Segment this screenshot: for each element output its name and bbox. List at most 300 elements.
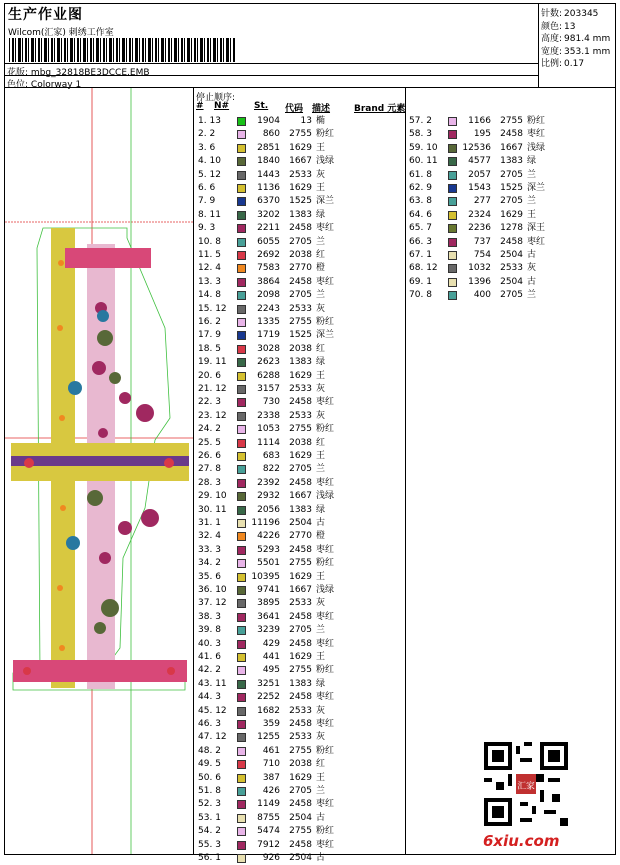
color-description: 粉红 [316,424,335,435]
color-description: 绿 [316,504,326,515]
color-swatch [237,573,246,582]
stop-index: 3. 6 [198,142,216,153]
color-description: 古 [316,853,326,863]
color-description: 粉红 [316,129,335,140]
color-swatch [237,385,246,394]
colorway-name: Colorway 1 [30,80,82,90]
stat-item [541,19,578,32]
stop-index: 44. 3 [198,692,221,703]
stitch-count: 10395 [251,571,280,582]
stop-sequence-table [194,88,615,863]
thread-code: 2458 [289,276,312,287]
color-swatch [237,452,246,461]
stop-index: 57. 2 [409,116,432,126]
color-swatch [448,197,457,206]
stitch-count: 1904 [257,116,280,126]
stitch-count: 461 [262,745,280,756]
color-description: 粉红 [316,558,335,569]
stitch-count: 1396 [468,276,491,287]
thread-code: 2533 [289,598,312,609]
stop-index: 39. 8 [198,625,221,636]
stop-index: 32. 4 [198,531,221,542]
thread-code: 1383 [500,156,523,167]
stitch-count: 3864 [257,276,280,287]
color-description: 古 [316,518,326,528]
column-divider [405,88,406,854]
color-swatch [237,358,246,367]
thread-code: 1629 [289,772,312,783]
stitch-count: 7912 [257,839,280,850]
color-description: 粉红 [316,745,335,756]
stat-item [541,6,600,19]
stop-index: 56. 1 [198,853,221,863]
stitch-count: 4577 [468,156,491,167]
col-number: N# [214,101,230,111]
color-swatch [237,211,246,220]
stitch-count: 2623 [257,357,280,368]
color-description: 王 [316,142,326,153]
color-swatch [237,827,246,836]
color-swatch [237,318,246,327]
stop-index: 12. 4 [198,263,221,274]
stitch-count: 1114 [257,437,280,448]
stitch-count: 2851 [257,142,280,153]
thread-code: 1383 [289,504,312,515]
color-swatch [237,144,246,153]
stop-index: 1. 13 [198,116,221,126]
stop-index: 18. 5 [198,343,221,354]
stop-index: 35. 6 [198,571,221,582]
stop-index: 8. 11 [198,209,221,220]
stitch-count: 400 [473,290,491,301]
stitch-count: 926 [262,853,280,863]
stitch-count: 1543 [468,183,491,193]
thread-code: 1667 [289,156,312,167]
header-panel [5,4,539,88]
color-description: 红 [316,759,326,770]
color-swatch [237,733,246,742]
stitch-count: 7583 [257,263,280,274]
thread-code: 2533 [289,169,312,180]
thread-code: 2705 [289,236,312,247]
stop-index: 63. 8 [409,196,432,207]
stop-index: 4. 10 [198,156,221,167]
thread-code: 2458 [500,236,523,247]
stop-index: 52. 3 [198,799,221,810]
color-swatch [237,653,246,662]
stop-index: 54. 2 [198,826,221,837]
thread-code: 2504 [289,812,312,823]
color-swatch [237,439,246,448]
color-description: 椭 [316,116,326,126]
stop-index: 47. 12 [198,732,227,743]
color-swatch [237,854,246,863]
stop-index: 28. 3 [198,477,221,488]
stop-index: 33. 3 [198,544,221,555]
qr-code [484,742,568,826]
stitch-count: 2098 [257,290,280,301]
stop-index: 42. 2 [198,665,221,676]
color-description: 红 [316,343,326,354]
divider [5,75,539,76]
stitch-count: 3895 [257,598,280,609]
thread-code: 2705 [500,196,523,207]
stitch-count: 429 [262,638,280,649]
stitch-count: 4226 [257,531,280,542]
thread-code: 2038 [289,250,312,260]
stitch-count: 737 [473,236,491,247]
thread-code: 1383 [289,678,312,689]
stop-index: 29. 10 [198,491,227,502]
stat-item [541,56,586,69]
stop-index: 53. 1 [198,812,221,823]
thread-code: 1525 [500,183,523,193]
color-swatch [237,197,246,206]
stop-index: 21. 12 [198,384,227,394]
stitch-count: 1136 [257,183,280,193]
barcode [9,38,235,62]
col-stitches: St. [254,101,269,111]
color-swatch [448,211,457,220]
color-swatch [237,184,246,193]
color-description: 古 [527,276,537,287]
color-swatch [237,251,246,260]
stat-value: 13 [564,21,576,32]
stitch-count: 11196 [251,518,280,528]
thread-code: 2770 [289,263,312,274]
thread-code: 1629 [289,652,312,662]
color-swatch [237,412,246,421]
stop-index: 69. 1 [409,276,432,287]
stitch-count: 3028 [257,343,280,354]
stat-item [541,31,612,44]
stat-value: 203345 [564,9,599,19]
thread-code: 1383 [289,357,312,368]
thread-code: 2458 [289,638,312,649]
stat-label: 颜色: [541,21,563,32]
divider [5,63,539,64]
color-description: 深王 [527,223,546,234]
thread-code: 2705 [500,169,523,180]
color-description: 深兰 [316,196,335,207]
thread-code: 2504 [500,276,523,287]
color-swatch [448,157,457,166]
stamp-text: 汇家 [517,781,535,792]
stat-label: 针数: [541,9,563,19]
col-description: 描述 [312,104,331,114]
stop-index: 61. 8 [409,169,432,180]
color-swatch [237,331,246,340]
color-swatch [237,747,246,756]
color-swatch [237,224,246,233]
stop-index: 66. 3 [409,236,432,247]
color-description: 枣红 [316,397,335,408]
stop-index: 20. 6 [198,370,221,381]
color-description: 枣红 [316,692,335,703]
thread-code: 1667 [500,142,523,153]
stop-index: 17. 9 [198,330,221,341]
stitch-count: 860 [262,129,280,140]
color-swatch [237,666,246,675]
stop-index: 2. 2 [198,129,216,140]
color-swatch [237,398,246,407]
color-swatch [237,760,246,769]
stitch-count: 5474 [257,826,280,837]
stop-index: 38. 3 [198,611,221,622]
color-description: 绿 [527,156,537,167]
color-description: 绿 [316,678,326,689]
thread-code: 2458 [289,544,312,555]
stop-index: 26. 6 [198,451,221,461]
color-swatch [448,184,457,193]
stop-index: 7. 9 [198,196,216,207]
color-description: 浅绿 [316,156,335,167]
thread-code: 1629 [289,451,312,461]
color-swatch [237,171,246,180]
thread-code: 1667 [289,491,312,502]
stop-index: 31. 1 [198,518,221,528]
color-description: 兰 [527,169,537,180]
stitch-count: 495 [262,665,280,676]
stop-index: 16. 2 [198,317,221,327]
stop-index: 45. 12 [198,705,227,716]
thread-code: 2755 [289,665,312,676]
color-swatch [237,693,246,702]
color-swatch [237,559,246,568]
page-title: 生产作业图 [8,7,83,23]
file-name: mbg_32818BE3DCCE.EMB [30,68,150,78]
color-description: 王 [316,571,326,582]
stitch-count: 2252 [257,692,280,703]
color-description: 王 [527,209,537,220]
stop-index: 19. 11 [198,357,227,368]
thread-code: 2533 [289,705,312,716]
stop-index: 58. 3 [409,129,432,140]
thread-code: 2533 [289,732,312,743]
stop-index: 13. 3 [198,276,221,287]
stop-index: 41. 6 [198,652,221,662]
stat-label: 宽度: [541,46,563,57]
stitch-count: 2057 [468,169,491,180]
color-description: 粉红 [527,116,546,126]
thread-code: 2755 [500,116,523,126]
color-swatch [237,519,246,528]
thread-code: 2770 [289,531,312,542]
stop-index: 37. 12 [198,598,227,609]
stitch-count: 2692 [257,250,280,260]
color-description: 王 [316,370,326,381]
stop-index: 25. 5 [198,437,221,448]
stop-index: 62. 9 [409,183,432,193]
stitch-count: 9741 [257,585,280,595]
thread-code: 2458 [289,223,312,234]
stitch-count: 1032 [468,263,491,274]
stitch-count: 1840 [257,156,280,167]
stat-value: 0.17 [564,59,585,69]
col-code: 代码 [285,104,304,114]
color-description: 灰 [316,598,326,609]
thread-code: 2755 [289,424,312,435]
thread-code: 2458 [289,719,312,729]
thread-code: 2458 [289,839,312,850]
stop-index: 30. 11 [198,504,227,515]
stop-index: 67. 1 [409,250,432,260]
color-description: 枣红 [527,236,546,247]
color-description: 枣红 [316,839,335,850]
color-description: 兰 [527,196,537,207]
color-swatch [237,532,246,541]
stop-index: 50. 6 [198,772,221,783]
stitch-count: 2211 [257,223,280,234]
stop-index: 23. 12 [198,410,227,421]
color-description: 灰 [316,384,326,394]
color-description: 灰 [316,732,326,743]
color-description: 深兰 [316,330,335,341]
stop-index: 5. 12 [198,169,221,180]
color-description: 枣红 [316,611,335,622]
stitch-count: 387 [262,772,280,783]
color-swatch [448,117,457,126]
stitch-count: 6288 [257,370,280,381]
stat-item [541,44,612,57]
color-description: 枣红 [316,276,335,287]
stitch-count: 2056 [257,504,280,515]
thread-code: 2458 [289,611,312,622]
stitch-count: 2338 [257,410,280,421]
color-swatch [448,171,457,180]
stop-sequence-heading: 停止顺序: [196,93,236,103]
stitch-count: 730 [262,397,280,408]
color-description: 浅绿 [316,491,335,502]
stop-index: 9. 3 [198,223,216,234]
thread-code: 2458 [289,477,312,488]
color-description: 兰 [316,290,326,301]
thread-code: 2755 [289,826,312,837]
stop-index: 70. 8 [409,290,432,301]
color-swatch [237,157,246,166]
color-description: 粉红 [316,317,335,327]
stitch-count: 1335 [257,317,280,327]
stitch-count: 1719 [257,330,280,341]
thread-code: 2533 [289,410,312,421]
thread-code: 2533 [289,384,312,394]
color-swatch [237,546,246,555]
color-swatch [237,425,246,434]
color-description: 浅绿 [316,585,335,595]
stop-index: 22. 3 [198,397,221,408]
color-swatch [448,130,457,139]
file-label: 花版: [7,68,29,78]
color-swatch [237,117,246,126]
color-description: 绿 [316,209,326,220]
stitch-count: 359 [262,719,280,729]
thread-code: 1629 [289,183,312,193]
production-sheet [4,3,616,863]
thread-code: 2458 [289,397,312,408]
color-swatch [237,787,246,796]
stop-index: 10. 8 [198,236,221,247]
color-description: 王 [316,772,326,783]
thread-code: 1629 [289,142,312,153]
stitch-count: 822 [262,464,280,475]
stitch-count: 1443 [257,169,280,180]
stitch-count: 683 [262,451,280,461]
stop-index: 48. 2 [198,745,221,756]
stitch-count: 2236 [468,223,491,234]
stop-index: 24. 2 [198,424,221,435]
color-description: 王 [316,451,326,461]
stop-index: 59. 10 [409,142,438,153]
stitch-count: 2324 [468,209,491,220]
color-swatch [237,506,246,515]
color-description: 古 [527,250,537,260]
color-description: 粉红 [316,826,335,837]
color-description: 枣红 [316,638,335,649]
thread-code: 2504 [289,853,312,863]
color-swatch [237,492,246,501]
color-swatch [237,238,246,247]
color-swatch [237,720,246,729]
thread-code: 1278 [500,223,523,234]
stat-label: 比例: [541,59,563,69]
stop-index: 64. 6 [409,209,432,220]
thread-code: 1667 [289,585,312,595]
embroidery-design-image [5,88,194,854]
color-swatch [237,680,246,689]
stitch-count: 3641 [257,611,280,622]
color-swatch [237,774,246,783]
color-swatch [448,251,457,260]
color-description: 兰 [316,625,326,636]
color-description: 兰 [316,786,326,796]
color-description: 浅绿 [527,142,546,153]
stitch-count: 3202 [257,209,280,220]
color-description: 兰 [316,236,326,247]
color-swatch [237,278,246,287]
stop-index: 65. 7 [409,223,432,234]
stop-index: 6. 6 [198,183,216,193]
color-description: 枣红 [316,544,335,555]
stitch-count: 5293 [257,544,280,555]
color-description: 枣红 [316,477,335,488]
color-description: 枣红 [316,799,335,810]
stop-index: 43. 11 [198,678,227,689]
stitch-count: 1053 [257,424,280,435]
stitch-count: 195 [473,129,491,140]
color-description: 灰 [316,303,326,314]
stitch-count: 426 [262,786,280,796]
stop-index: 46. 3 [198,719,221,729]
color-swatch [237,305,246,314]
stat-label: 高度: [541,34,563,44]
watermark: 6xiu.com [483,832,560,850]
stitch-count: 8755 [257,812,280,823]
color-swatch [448,291,457,300]
stop-index: 34. 2 [198,558,221,569]
stop-index: 49. 5 [198,759,221,770]
stitch-count: 6055 [257,236,280,247]
stitch-count: 1149 [257,799,280,810]
design-preview [5,88,194,854]
stat-value: 981.4 mm [564,34,611,44]
color-description: 王 [316,183,326,193]
thread-code: 2458 [289,692,312,703]
stop-index: 40. 3 [198,638,221,649]
color-swatch [237,626,246,635]
color-description: 橙 [316,263,326,274]
color-swatch [237,640,246,649]
thread-code: 2533 [289,303,312,314]
